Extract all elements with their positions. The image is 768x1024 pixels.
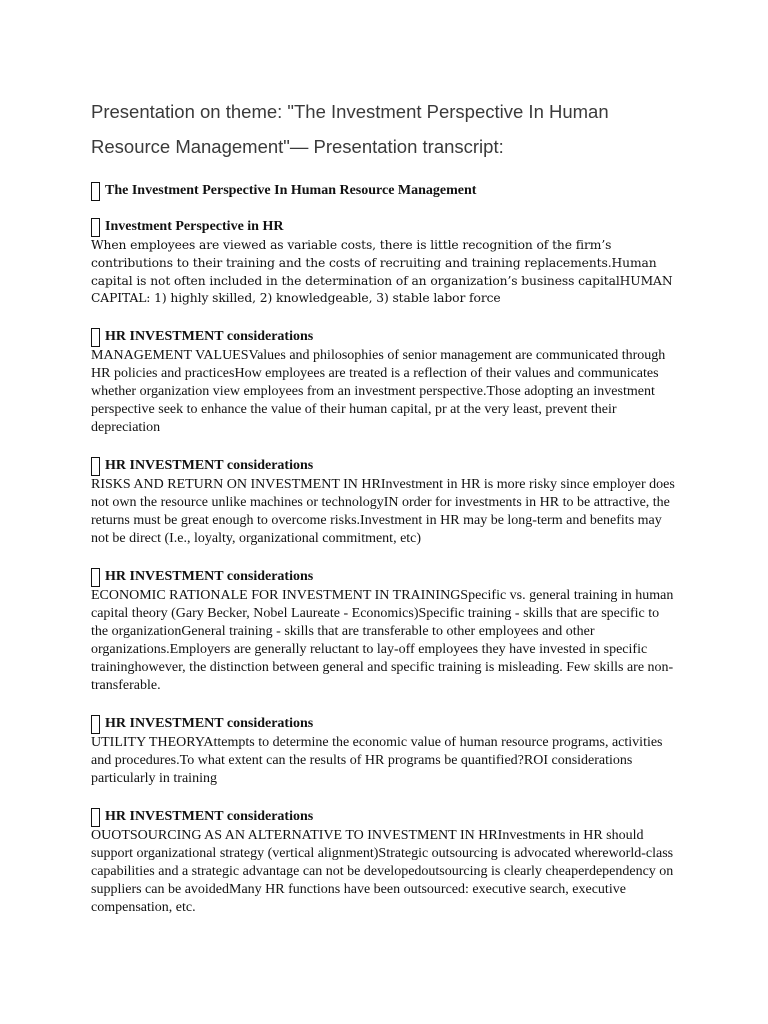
transcript-page xyxy=(91,94,679,936)
slide-body: When employees are viewed as variable costs, there is little recognition of the firm’s contributions to their training and the costs of recruiting and training replacements.Human capital is not often included in the determination of an organization’s business capitalHUMAN CAPITAL: 1) highly skilled, 2) knowledgeable, 3) stable labor force xyxy=(91,238,673,306)
slide-box-icon xyxy=(91,182,100,201)
slide-body: ECONOMIC RATIONALE FOR INVESTMENT IN TRAININGSpecific vs. general training in human capital theory (Gary Becker, Nobel Laureate - Economics)Specific training - skills that are specific to the organizationGeneral training - skills that are transferable to other employees and other organizations.Employers are generally reluctant to lay-off employees they have invested in specific traininghowever, the distinction between general and specific training is misleading. Few skills are non-transferable. xyxy=(91,588,674,694)
slide-heading xyxy=(91,217,679,237)
slide-4 xyxy=(91,456,679,548)
slide-heading-text: The Investment Perspective In Human Resource Management xyxy=(105,183,477,198)
slide-heading xyxy=(91,181,679,201)
slide-heading xyxy=(91,714,679,734)
page-title: Presentation on theme: "The Investment Perspective In Human Resource Management"— Presentation transcript: xyxy=(91,101,609,157)
slide-5 xyxy=(91,567,679,695)
slide-heading-text: HR INVESTMENT considerations xyxy=(105,809,314,825)
slide-heading-text: HR INVESTMENT considerations xyxy=(105,458,314,474)
slide-heading xyxy=(91,567,679,587)
slide-7 xyxy=(91,807,679,917)
slide-body: MANAGEMENT VALUESValues and philosophies of senior management are communicated through HR policies and practicesHow employees are treated is a reflection of their values and communicates whether organization view employees from an investment perspective.Those adopting an investment perspective seek to enhance the value of their human capital, pr at the very least, prevent their depreciation xyxy=(91,348,666,436)
slide-heading xyxy=(91,456,679,476)
slide-heading xyxy=(91,327,679,347)
slide-6 xyxy=(91,714,679,788)
slide-body: UTILITY THEORYAttempts to determine the economic value of human resource programs, activities and procedures.To what extent can the results of HR programs be quantified?ROI considerations particularly in training xyxy=(91,735,663,787)
slide-heading-text: HR INVESTMENT considerations xyxy=(105,716,314,732)
slide-box-icon xyxy=(91,808,100,827)
slide-3 xyxy=(91,327,679,437)
slide-body: OUOTSOURCING AS AN ALTERNATIVE TO INVESTMENT IN HRInvestments in HR should support organizational strategy (vertical alignment)Strategic outsourcing is advocated whereworld-class capabilities and a strategic advantage can not be developedoutsourcing is clearly cheaperdependency on suppliers can be avoidedMany HR functions have been outsourced: executive search, executive compensation, etc. xyxy=(91,828,674,916)
slide-2 xyxy=(91,217,679,308)
slide-box-icon xyxy=(91,568,100,587)
slide-body: RISKS AND RETURN ON INVESTMENT IN HRInvestment in HR is more risky since employer does not own the resource unlike machines or technologyIN order for investments in HR to be attractive, the returns must be great enough to overcome risks.Investment in HR may be long-term and benefits may not be direct (I.e., loyalty, organizational commitment, etc) xyxy=(91,477,675,547)
slide-heading-text: Investment Perspective in HR xyxy=(105,219,284,234)
slide-1 xyxy=(91,181,679,201)
slide-box-icon xyxy=(91,218,100,237)
slide-box-icon xyxy=(91,715,100,734)
slide-heading-text: HR INVESTMENT considerations xyxy=(105,329,314,345)
slide-heading-text: HR INVESTMENT considerations xyxy=(105,569,314,585)
slide-box-icon xyxy=(91,328,100,347)
slide-box-icon xyxy=(91,457,100,476)
slide-heading xyxy=(91,807,679,827)
